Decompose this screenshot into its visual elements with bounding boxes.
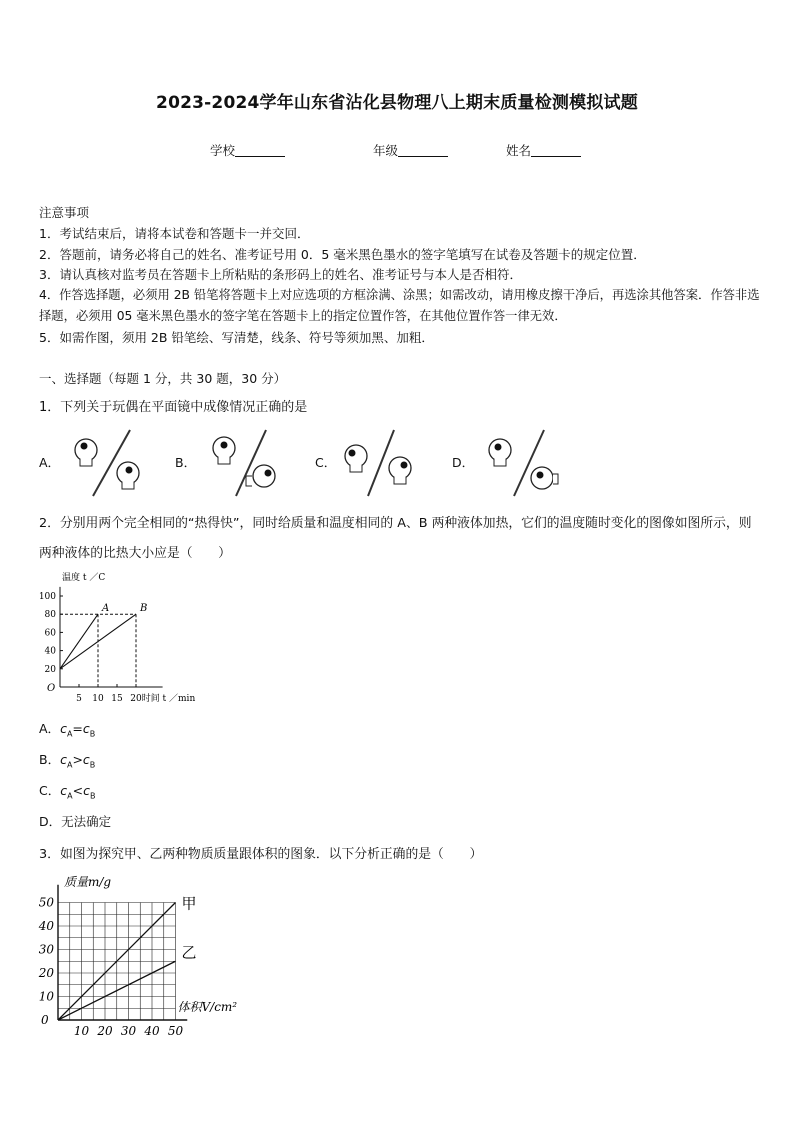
x-tick-label: 40: [144, 1024, 160, 1038]
grade-field: [373, 141, 448, 159]
school-field: [210, 141, 285, 159]
q1-option-b-label[interactable]: B．: [175, 455, 197, 470]
grade-blank[interactable]: [398, 144, 448, 157]
q1-option-d-figure[interactable]: [478, 426, 573, 498]
question-2-stem: 2．分别用两个完全相同的“热得快”，同时给质量和温度相同的 A、B 两种液体加热，它们的温度随时变化的图像如图所示，则两种液体的比热大小应是（ ）: [39, 516, 752, 561]
grade-label: 年级: [373, 143, 399, 158]
school-label: 学校: [210, 143, 236, 158]
x-axis-label: 体积V/cm²: [177, 1000, 238, 1014]
y-tick-label: 40: [38, 919, 54, 933]
y-tick-label: 60: [44, 628, 56, 639]
series-label: 乙: [181, 943, 197, 962]
name-blank[interactable]: [531, 144, 581, 157]
x-tick-label: 10: [92, 694, 104, 704]
x-tick-label: 30: [120, 1024, 137, 1038]
q1-option-a-label[interactable]: A．: [39, 455, 61, 470]
question-3-stem: 3．如图为探究甲、乙两种物质质量跟体积的图象．以下分析正确的是（ ）: [39, 847, 483, 862]
q1-option-a-figure[interactable]: [60, 426, 155, 498]
series-line-A: [60, 614, 98, 669]
mass-volume-chart: [30, 868, 260, 1038]
q1-option-c-figure[interactable]: [332, 426, 427, 498]
x-tick-label: 10: [73, 1024, 90, 1038]
notice-item: 2．答题前，请务必将自己的姓名、准考证号用 0．5 毫米黑色墨水的签字笔填写在试卷及答题卡的规定位置．: [39, 247, 646, 262]
question-1-stem: 1．下列关于玩偶在平面镜中成像情况正确的是: [39, 400, 308, 415]
q1-option-d-label[interactable]: D．: [452, 455, 475, 470]
x-tick-label: 15: [111, 694, 123, 704]
x-tick-label: 20: [97, 1024, 113, 1038]
x-tick-label: 5: [76, 694, 82, 704]
q2-option-c[interactable]: C．$c_A<c_B$: [39, 783, 96, 801]
notice-heading: 注意事项: [39, 205, 90, 220]
name-field: [506, 141, 581, 159]
temperature-time-chart: [36, 566, 216, 706]
y-axis-label: 温度 t ／C: [62, 573, 106, 583]
notice-item: 5．如需作图，须用 2B 铅笔绘、写清楚，线条、符号等须加黑、加粗．: [39, 330, 434, 345]
y-tick-label: 40: [44, 646, 56, 657]
notice-item: 3．请认真核对监考员在答题卡上所粘贴的条形码上的姓名、准考证号与本人是否相符．: [39, 267, 522, 282]
q1-option-c-label[interactable]: C．: [315, 455, 337, 470]
q2-option-a[interactable]: A．$c_A=c_B$: [39, 721, 96, 739]
y-tick-label: 10: [38, 989, 54, 1004]
series-label-A: A: [102, 603, 110, 615]
q2-option-b[interactable]: B．$c_A>c_B$: [39, 752, 96, 770]
notice-item: 4．作答选择题，必须用 2B 铅笔将答题卡上对应选项的方框涂满、涂黑；如需改动，请用橡皮擦干净后，再选涂其他答案．作答非选择题，必须用 05 毫米黑色墨水的签字笔在答题卡上的指定位置作答，在其他位置作答一律无效．: [39, 288, 760, 323]
y-tick-label: 20: [44, 664, 56, 675]
page-title: 2023-2024学年山东省沾化县物理八上期末质量检测模拟试题: [156, 93, 638, 113]
series-label: 甲: [181, 894, 197, 913]
q2-option-d[interactable]: D．无法确定: [39, 814, 112, 829]
q1-option-b-figure[interactable]: [200, 426, 295, 498]
origin-label: 0: [41, 1013, 49, 1027]
y-tick-label: 50: [38, 895, 54, 910]
y-axis-label: 质量m/g: [64, 875, 112, 889]
x-axis-label: 时间 t ／min: [141, 694, 196, 704]
notice-item: 1．考试结束后，请将本试卷和答题卡一并交回．: [39, 226, 310, 241]
y-tick-label: 30: [38, 942, 54, 957]
section-heading: 一、选择题（每题 1 分，共 30 题，30 分）: [39, 371, 287, 386]
name-label: 姓名: [506, 143, 532, 158]
y-tick-label: 100: [38, 592, 56, 602]
y-tick-label: 80: [44, 610, 56, 621]
x-tick-label: 50: [167, 1024, 184, 1038]
series-label-B: B: [140, 603, 148, 615]
school-blank[interactable]: [235, 144, 285, 157]
x-tick-label: 20: [130, 694, 142, 704]
y-tick-label: 20: [38, 966, 54, 980]
origin-label: O: [47, 683, 56, 694]
